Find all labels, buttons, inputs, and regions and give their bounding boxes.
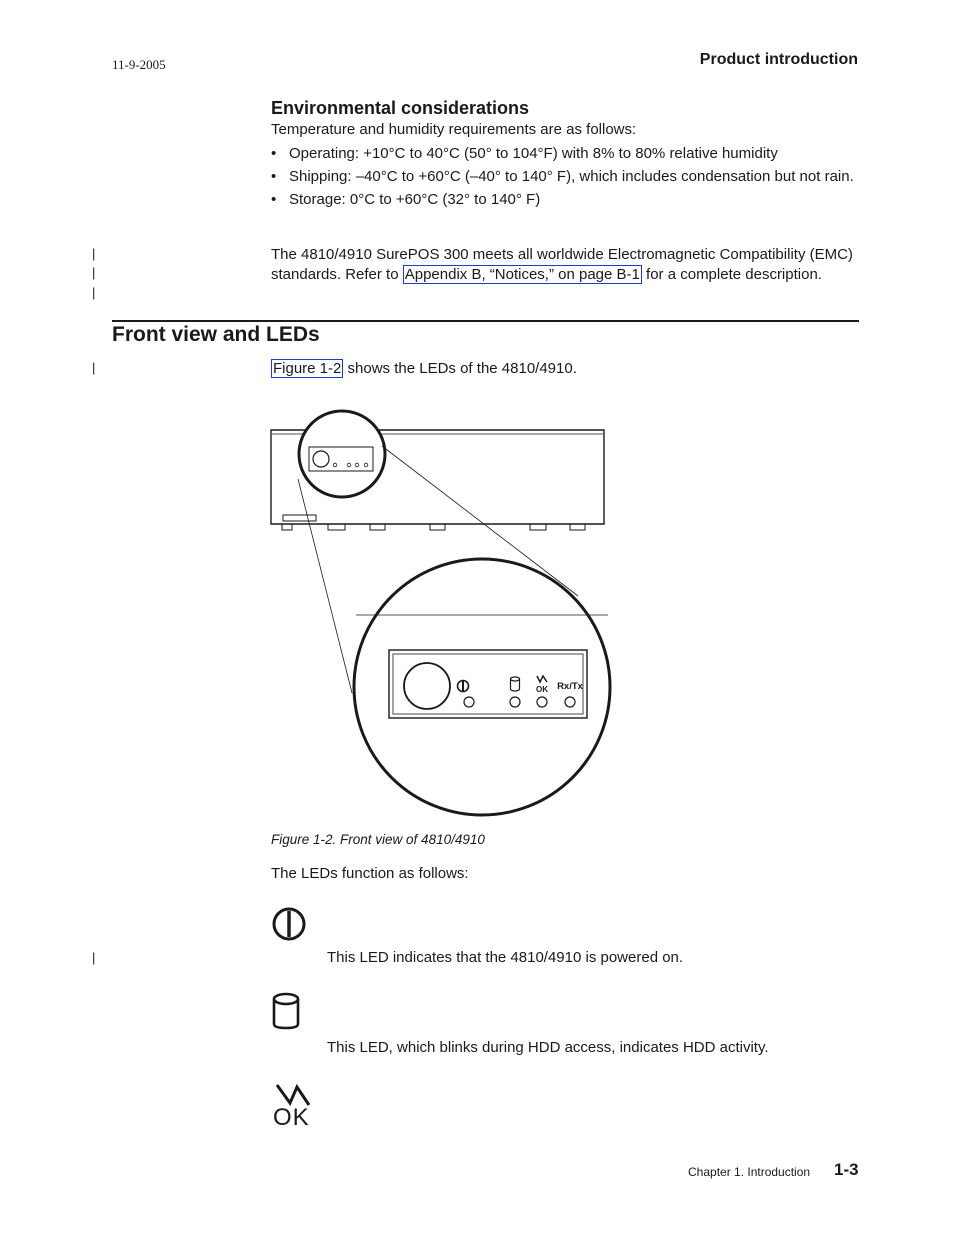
change-bar: |: [92, 246, 96, 261]
panel-rxtx-label: Rx/Tx: [557, 681, 583, 692]
appendix-b-link[interactable]: Appendix B, “Notices,” on page B-1: [404, 265, 640, 283]
power-icon: [271, 906, 307, 942]
page-number: 1-3: [834, 1160, 859, 1179]
section-divider: [112, 320, 859, 322]
emc-text-end: for a complete description.: [641, 265, 822, 283]
figure-1-2-link[interactable]: Figure 1-2: [273, 360, 342, 377]
led-hdd-description: This LED, which blinks during HDD access, indicates HDD activity.: [327, 1039, 769, 1056]
emc-paragraph: [271, 245, 861, 284]
change-bar: |: [92, 950, 96, 965]
change-bar: |: [92, 265, 96, 280]
front-view-figure: [265, 405, 625, 825]
change-bar: |: [92, 360, 96, 375]
bullet-shipping: • Shipping: –40°C to +60°C (–40° to 140° F), which includes condensation but not rain.: [271, 167, 861, 186]
running-title: Product introduction: [699, 51, 858, 68]
zoom-circle-small: [299, 411, 385, 497]
change-bar: |: [92, 285, 96, 300]
env-bullet-list: [271, 144, 861, 213]
disk-drive-icon: [271, 991, 303, 1031]
section-heading-front-view: Front view and LEDs: [112, 323, 320, 346]
led-power-description: This LED indicates that the 4810/4910 is powered on.: [327, 949, 684, 966]
figure-reference-text: shows the LEDs of the 4810/4910.: [343, 360, 577, 377]
bullet-operating: • Operating: +10°C to 40°C (50° to 104°F) with 8% to 80% relative humidity: [271, 144, 861, 163]
footer-chapter: Chapter 1. Introduction: [688, 1165, 811, 1179]
ok-label: OK: [273, 1104, 310, 1131]
leds-intro: The LEDs function as follows:: [271, 865, 469, 882]
section-heading-environmental: Environmental considerations: [271, 98, 530, 118]
header-date: 11-9-2005: [112, 57, 166, 72]
figure-caption: Figure 1-2. Front view of 4810/4910: [271, 832, 485, 847]
bullet-storage: • Storage: 0°C to +60°C (32° to 140° F): [271, 190, 861, 209]
env-intro: Temperature and humidity requirements are as follows:: [271, 121, 637, 138]
figure-reference-paragraph: [271, 359, 577, 378]
emc-text: The 4810/4910 SurePOS 300 meets all worldwide Electromagnetic Compatibility (EMC) standards. Refer to: [271, 246, 853, 283]
panel-ok-label: OK: [536, 685, 548, 694]
